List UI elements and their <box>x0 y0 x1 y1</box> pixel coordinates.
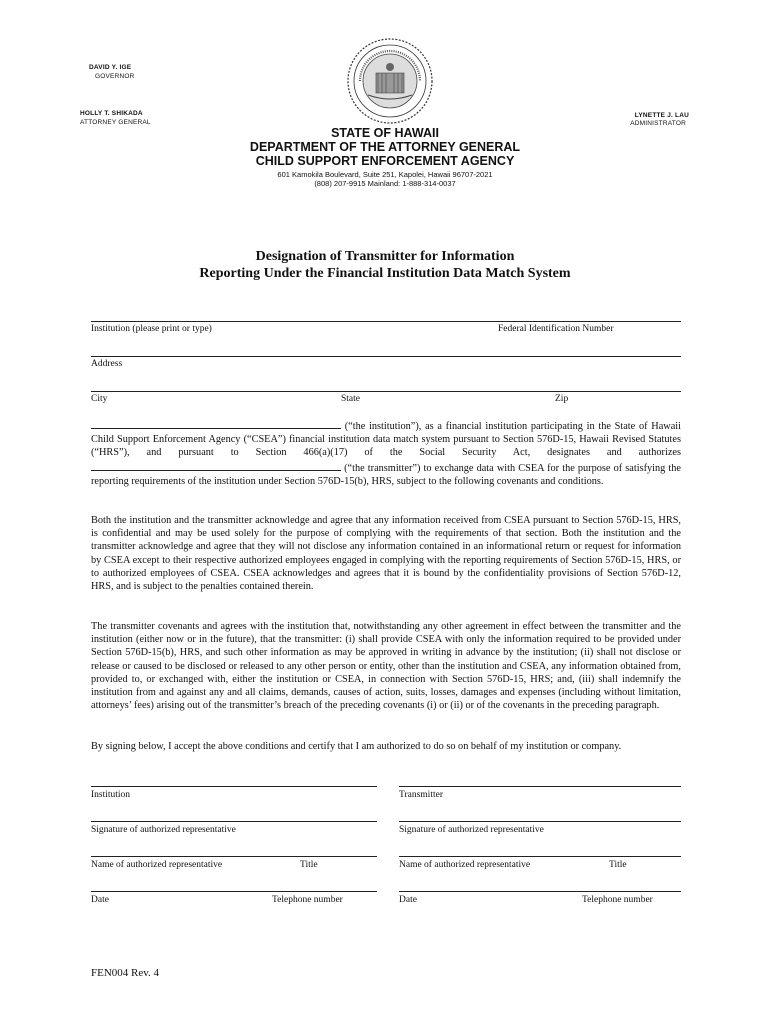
form-number: FEN004 Rev. 4 <box>91 967 160 979</box>
institution-rep-signature-label: Signature of authorized representative <box>91 825 236 835</box>
city-state-zip-input-line[interactable] <box>91 391 681 392</box>
state-seal-icon <box>346 37 434 125</box>
institution-signature-line[interactable] <box>91 786 377 787</box>
institution-input-line[interactable] <box>91 321 681 322</box>
confidentiality-paragraph: Both the institution and the transmitter acknowledge and agree that any information received from CSEA pursuant to Section 576D-15, HRS, is confidential and may be used solely for the purpose of complying with the requirements of that section. Both the institution and the transmitter acknowledge and agree that they will not disclose any information contained in an informational return or request for information by CSEA except to their respective authorized employees engaged in complying with the reporting requirements of Section 576D-15, HRS, or to authorized employees of CSEA. CSEA acknowledges and agrees that it is bound by the confidentiality provisions of Section 576D-12, HRS, and is subject to the penalties contained therein. <box>91 515 681 593</box>
state-label: State <box>341 394 360 404</box>
city-label: City <box>91 394 108 404</box>
transmitter-rep-title-label: Title <box>609 860 627 870</box>
institution-date-label: Date <box>91 895 109 905</box>
institution-rep-name-label: Name of authorized representative <box>91 860 223 870</box>
zip-label: Zip <box>555 394 569 404</box>
institution-rep-title-label: Title <box>300 860 318 870</box>
institution-label: Institution (please print or type) <box>91 324 212 334</box>
institution-sig-label: Institution <box>91 790 131 800</box>
department-heading: DEPARTMENT OF THE ATTORNEY GENERAL <box>249 140 521 154</box>
agency-heading: CHILD SUPPORT ENFORCEMENT AGENCY <box>255 154 515 168</box>
transmitter-telephone-label: Telephone number <box>582 895 653 905</box>
administrator-title: ADMINISTRATOR <box>630 120 686 127</box>
transmitter-date-label: Date <box>399 895 417 905</box>
designation-paragraph <box>91 418 681 488</box>
agency-phones: (808) 207-9915 Mainland: 1-888-314-0037 <box>314 179 456 188</box>
institution-telephone-label: Telephone number <box>272 895 343 905</box>
designation-text-part-2: (“the transmitter”) to exchange data with CSEA for the purpose of satisfying the reporting requirements of the institution under Section 576D-15(b), HRS, subject to the following covenants and conditions. <box>91 462 681 487</box>
fein-label: Federal Identification Number <box>498 324 614 334</box>
institution-name-blank[interactable] <box>91 418 341 429</box>
attorney-general-title: ATTORNEY GENERAL <box>80 119 151 126</box>
administrator-name: LYNETTE J. LAU <box>634 112 689 119</box>
transmitter-signature-line[interactable] <box>399 786 681 787</box>
transmitter-rep-signature-line[interactable] <box>399 821 681 822</box>
institution-rep-name-line[interactable] <box>91 856 377 857</box>
transmitter-sig-label: Transmitter <box>399 790 443 800</box>
governor-title: GOVERNOR <box>95 73 135 80</box>
address-input-line[interactable] <box>91 356 681 357</box>
address-label: Address <box>91 359 123 369</box>
institution-rep-signature-line[interactable] <box>91 821 377 822</box>
transmitter-date-line[interactable] <box>399 891 681 892</box>
certification-paragraph: By signing below, I accept the above conditions and certify that I am authorized to do so on behalf of my institution or company. <box>91 741 622 752</box>
state-heading: STATE OF HAWAII <box>331 126 439 140</box>
covenants-paragraph: The transmitter covenants and agrees with the institution that, notwithstanding any other agreement in effect between the transmitter and the institution (either now or in the future), that the transmitter: (i) shall provide CSEA with only the information required to be provided under Section 576D-15(b), HRS, and such other information as may be approved in writing in advance by the institution; (ii) shall not disclose or release or caused to be disclosed or released to any other person or entity, other than the institution and CSEA, any information obtained from, provided to, or exchanged with, either the institution or CSEA, in connection with Section 576D-15, HRS; and, (iii) shall indemnify the institution from and against any and all claims, demands, causes of action, suits, losses, damages and expenses (including without limitation, attorneys’ fees) arising out of the transmitter’s breach of the preceding covenants (i) or (ii) or of the covenants in the preceding paragraph. <box>91 621 681 712</box>
transmitter-rep-name-line[interactable] <box>399 856 681 857</box>
transmitter-rep-name-label: Name of authorized representative <box>399 860 531 870</box>
agency-address: 601 Kamokila Boulevard, Suite 251, Kapolei, Hawaii 96707-2021 <box>277 170 493 179</box>
transmitter-name-blank[interactable] <box>91 460 341 471</box>
transmitter-rep-signature-label: Signature of authorized representative <box>399 825 544 835</box>
governor-name: DAVID Y. IGE <box>89 64 132 71</box>
attorney-general-name: HOLLY T. SHIKADA <box>80 110 143 117</box>
form-title-line-1: Designation of Transmitter for Information <box>255 249 515 264</box>
designation-text-part-1: (“the institution”), as a financial institution participating in the State of Hawaii Child Support Enforcement Agency (“CSEA”) financial institution data match system pursuant to Section 576D-15, Hawaii Revised Statutes (“HRS”), and pursuant to Section 466(a)(17) of the Social Security Act, designates and authorizes <box>91 421 681 459</box>
institution-date-line[interactable] <box>91 891 377 892</box>
form-title-line-2: Reporting Under the Financial Institution Data Match System <box>199 266 571 281</box>
